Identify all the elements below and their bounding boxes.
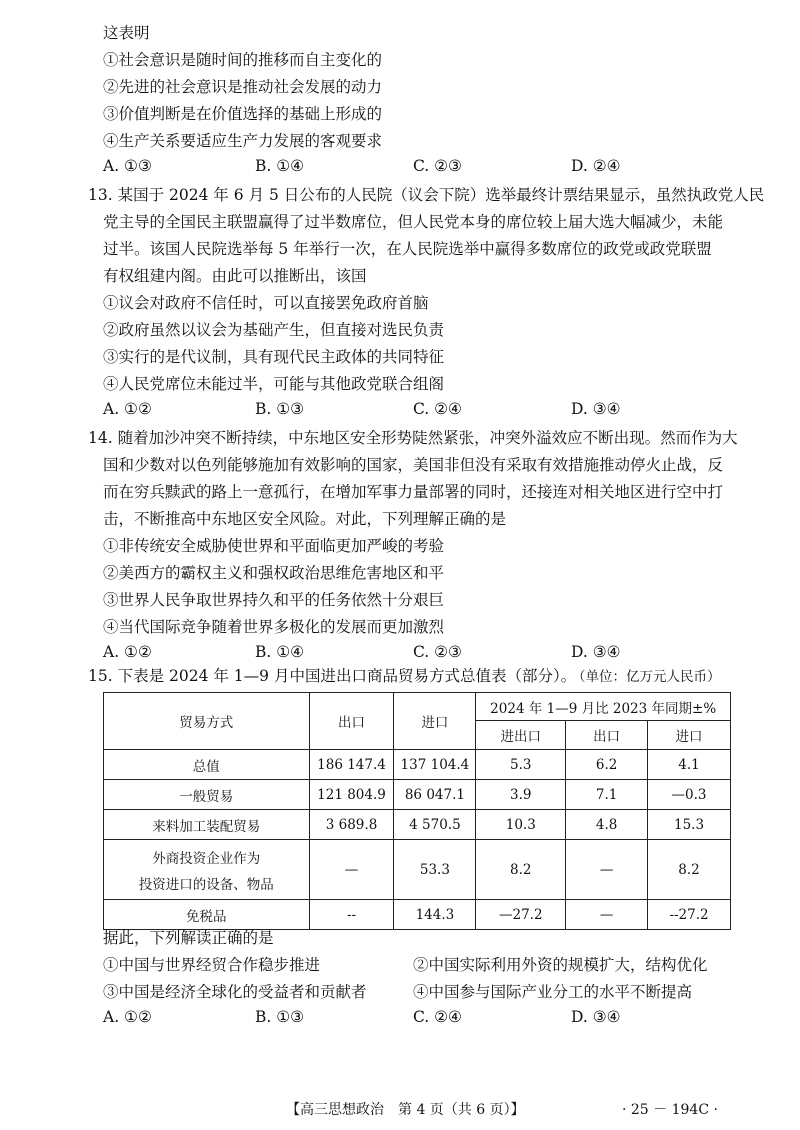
cell-change-export: 7.1 bbox=[566, 780, 648, 810]
q15-option-a[interactable]: A. ①② bbox=[103, 1008, 152, 1026]
q15-statement-2: ②中国实际利用外资的规模扩大，结构优化 bbox=[413, 956, 708, 974]
q14-option-d[interactable]: D. ③④ bbox=[571, 643, 621, 661]
cell-change-total: 3.9 bbox=[476, 780, 566, 810]
header-change-total: 进出口 bbox=[476, 721, 566, 750]
q13-options bbox=[103, 400, 783, 422]
trade-table bbox=[103, 692, 731, 930]
cell-change-import: 8.2 bbox=[648, 840, 731, 900]
q13-option-b[interactable]: B. ①③ bbox=[255, 400, 305, 418]
q13-stem-line-4: 有权组建内阁。由此可以推断出，该国 bbox=[103, 267, 367, 285]
cell-import: 4 570.5 bbox=[394, 810, 476, 840]
q12-statement-2: ②先进的社会意识是推动社会发展的动力 bbox=[103, 78, 383, 96]
q13-statement-4: ④人民党席位未能过半，可能与其他政党联合组阁 bbox=[103, 375, 445, 393]
header-change-export: 出口 bbox=[566, 721, 648, 750]
q12-statement-4: ④生产关系要适应生产力发展的客观要求 bbox=[103, 132, 383, 150]
q14-stem-line-3: 而在穷兵黩武的路上一意孤行，在增加军事力量部署的同时，还接连对相关地区进行空中打 bbox=[103, 483, 724, 501]
q14-stem-line-4: 击，不断推高中东地区安全风险。对此，下列理解正确的是 bbox=[103, 510, 507, 528]
page-footer-label: 【高三思想政治 第 4 页（共 6 页）】 bbox=[286, 1102, 525, 1118]
header-trade-method: 贸易方式 bbox=[104, 693, 310, 750]
q14-stem-line-1: 14. 随着加沙冲突不断持续，中东地区安全形势陡然紧张，冲突外溢效应不断出现。然而作为大 bbox=[88, 429, 738, 447]
cell-trade-method-line-2: 投资进口的设备、物品 bbox=[138, 876, 274, 893]
q15-option-d[interactable]: D. ③④ bbox=[571, 1008, 621, 1026]
q12-options bbox=[103, 157, 783, 179]
q15-prompt: 据此，下列解读正确的是 bbox=[103, 929, 274, 947]
cell-change-total: 10.3 bbox=[476, 810, 566, 840]
q14-option-c[interactable]: C. ②③ bbox=[413, 643, 462, 661]
q14-stem-line-2: 国和少数对以色列能够施加有效影响的国家，美国非但没有采取有效措施推动停火止战，反 bbox=[103, 456, 724, 474]
q13-option-c[interactable]: C. ②④ bbox=[413, 400, 462, 418]
q15-stem: 15. 下表是 2024 年 1—9 月中国进出口商品贸易方式总值表（部分）。 bbox=[88, 667, 577, 685]
q15-option-c[interactable]: C. ②④ bbox=[413, 1008, 462, 1026]
cell-export: -- bbox=[309, 900, 394, 930]
cell-change-export: 4.8 bbox=[566, 810, 648, 840]
page-footer-code: · 25 － 194C · bbox=[622, 1102, 718, 1118]
q14-option-b[interactable]: B. ①④ bbox=[255, 643, 305, 661]
cell-trade-method: 来料加工装配贸易 bbox=[104, 810, 310, 840]
q12-option-a[interactable]: A. ①③ bbox=[103, 157, 152, 175]
cell-trade-method: 总值 bbox=[104, 750, 310, 780]
cell-trade-method: 一般贸易 bbox=[104, 780, 310, 810]
header-change-import: 进口 bbox=[648, 721, 731, 750]
q14-statement-4: ④当代国际竞争随着世界多极化的发展而更加激烈 bbox=[103, 618, 445, 636]
cell-export: — bbox=[309, 840, 394, 900]
cell-export: 186 147.4 bbox=[309, 750, 394, 780]
cell-change-import: —0.3 bbox=[648, 780, 731, 810]
table-row bbox=[104, 840, 731, 900]
cell-import: 53.3 bbox=[394, 840, 476, 900]
table-row bbox=[104, 810, 731, 840]
q14-option-a[interactable]: A. ①② bbox=[103, 643, 152, 661]
q13-option-a[interactable]: A. ①② bbox=[103, 400, 152, 418]
q13-stem-line-1: 13. 某国于 2024 年 6 月 5 日公布的人民院（议会下院）选举最终计票结果显示，虽然执政党人民 bbox=[88, 186, 765, 204]
cell-import: 137 104.4 bbox=[394, 750, 476, 780]
q15-option-b[interactable]: B. ①③ bbox=[255, 1008, 305, 1026]
q15-statement-1: ①中国与世界经贸合作稳步推进 bbox=[103, 956, 321, 974]
q12-intro: 这表明 bbox=[103, 24, 150, 42]
q13-stem-line-3: 过半。该国人民院选举每 5 年举行一次，在人民院选举中赢得多数席位的政党或政党联盟 bbox=[103, 240, 712, 258]
cell-change-export: 6.2 bbox=[566, 750, 648, 780]
q12-option-c[interactable]: C. ②③ bbox=[413, 157, 462, 175]
q13-statement-1: ①议会对政府不信任时，可以直接罢免政府首脑 bbox=[103, 294, 429, 312]
q12-statement-3: ③价值判断是在价值选择的基础上形成的 bbox=[103, 105, 383, 123]
cell-trade-method bbox=[104, 840, 310, 900]
cell-change-import: --27.2 bbox=[648, 900, 731, 930]
q14-statement-2: ②美西方的霸权主义和强权政治思维危害地区和平 bbox=[103, 564, 445, 582]
header-change-group: 2024 年 1—9 月比 2023 年同期±% bbox=[476, 693, 731, 721]
q12-option-b[interactable]: B. ①④ bbox=[255, 157, 305, 175]
cell-export: 3 689.8 bbox=[309, 810, 394, 840]
header-export: 出口 bbox=[309, 693, 394, 750]
cell-trade-method-line-1: 外商投资企业作为 bbox=[152, 850, 261, 867]
cell-import: 144.3 bbox=[394, 900, 476, 930]
cell-change-total: 5.3 bbox=[476, 750, 566, 780]
q15-statement-3: ③中国是经济全球化的受益者和贡献者 bbox=[103, 983, 367, 1001]
table-row bbox=[104, 900, 731, 930]
q14-statement-1: ①非传统安全威胁使世界和平面临更加严峻的考验 bbox=[103, 537, 445, 555]
q15-options bbox=[103, 1008, 783, 1030]
q14-options bbox=[103, 643, 783, 665]
cell-trade-method: 免税品 bbox=[104, 900, 310, 930]
q14-statement-3: ③世界人民争取世界持久和平的任务依然十分艰巨 bbox=[103, 591, 445, 609]
cell-change-total: —27.2 bbox=[476, 900, 566, 930]
table-row bbox=[104, 750, 731, 780]
cell-import: 86 047.1 bbox=[394, 780, 476, 810]
q13-stem-line-2: 党主导的全国民主联盟赢得了过半数席位，但人民党本身的席位较上届大选大幅减少，未能 bbox=[103, 213, 724, 231]
q12-statement-1: ①社会意识是随时间的推移而自主变化的 bbox=[103, 51, 383, 69]
cell-change-export: — bbox=[566, 900, 648, 930]
q15-statement-4: ④中国参与国际产业分工的水平不断提高 bbox=[413, 983, 693, 1001]
cell-change-import: 15.3 bbox=[648, 810, 731, 840]
q13-option-d[interactable]: D. ③④ bbox=[571, 400, 621, 418]
table-row bbox=[104, 780, 731, 810]
q15-unit-note: （单位：亿万元人民币） bbox=[572, 669, 721, 685]
cell-change-export: — bbox=[566, 840, 648, 900]
cell-export: 121 804.9 bbox=[309, 780, 394, 810]
q13-statement-3: ③实行的是代议制，具有现代民主政体的共同特征 bbox=[103, 348, 445, 366]
q13-statement-2: ②政府虽然以议会为基础产生，但直接对选民负责 bbox=[103, 321, 445, 339]
table-header-row bbox=[104, 693, 731, 721]
q12-option-d[interactable]: D. ②④ bbox=[571, 157, 621, 175]
cell-change-total: 8.2 bbox=[476, 840, 566, 900]
header-import: 进口 bbox=[394, 693, 476, 750]
cell-change-import: 4.1 bbox=[648, 750, 731, 780]
